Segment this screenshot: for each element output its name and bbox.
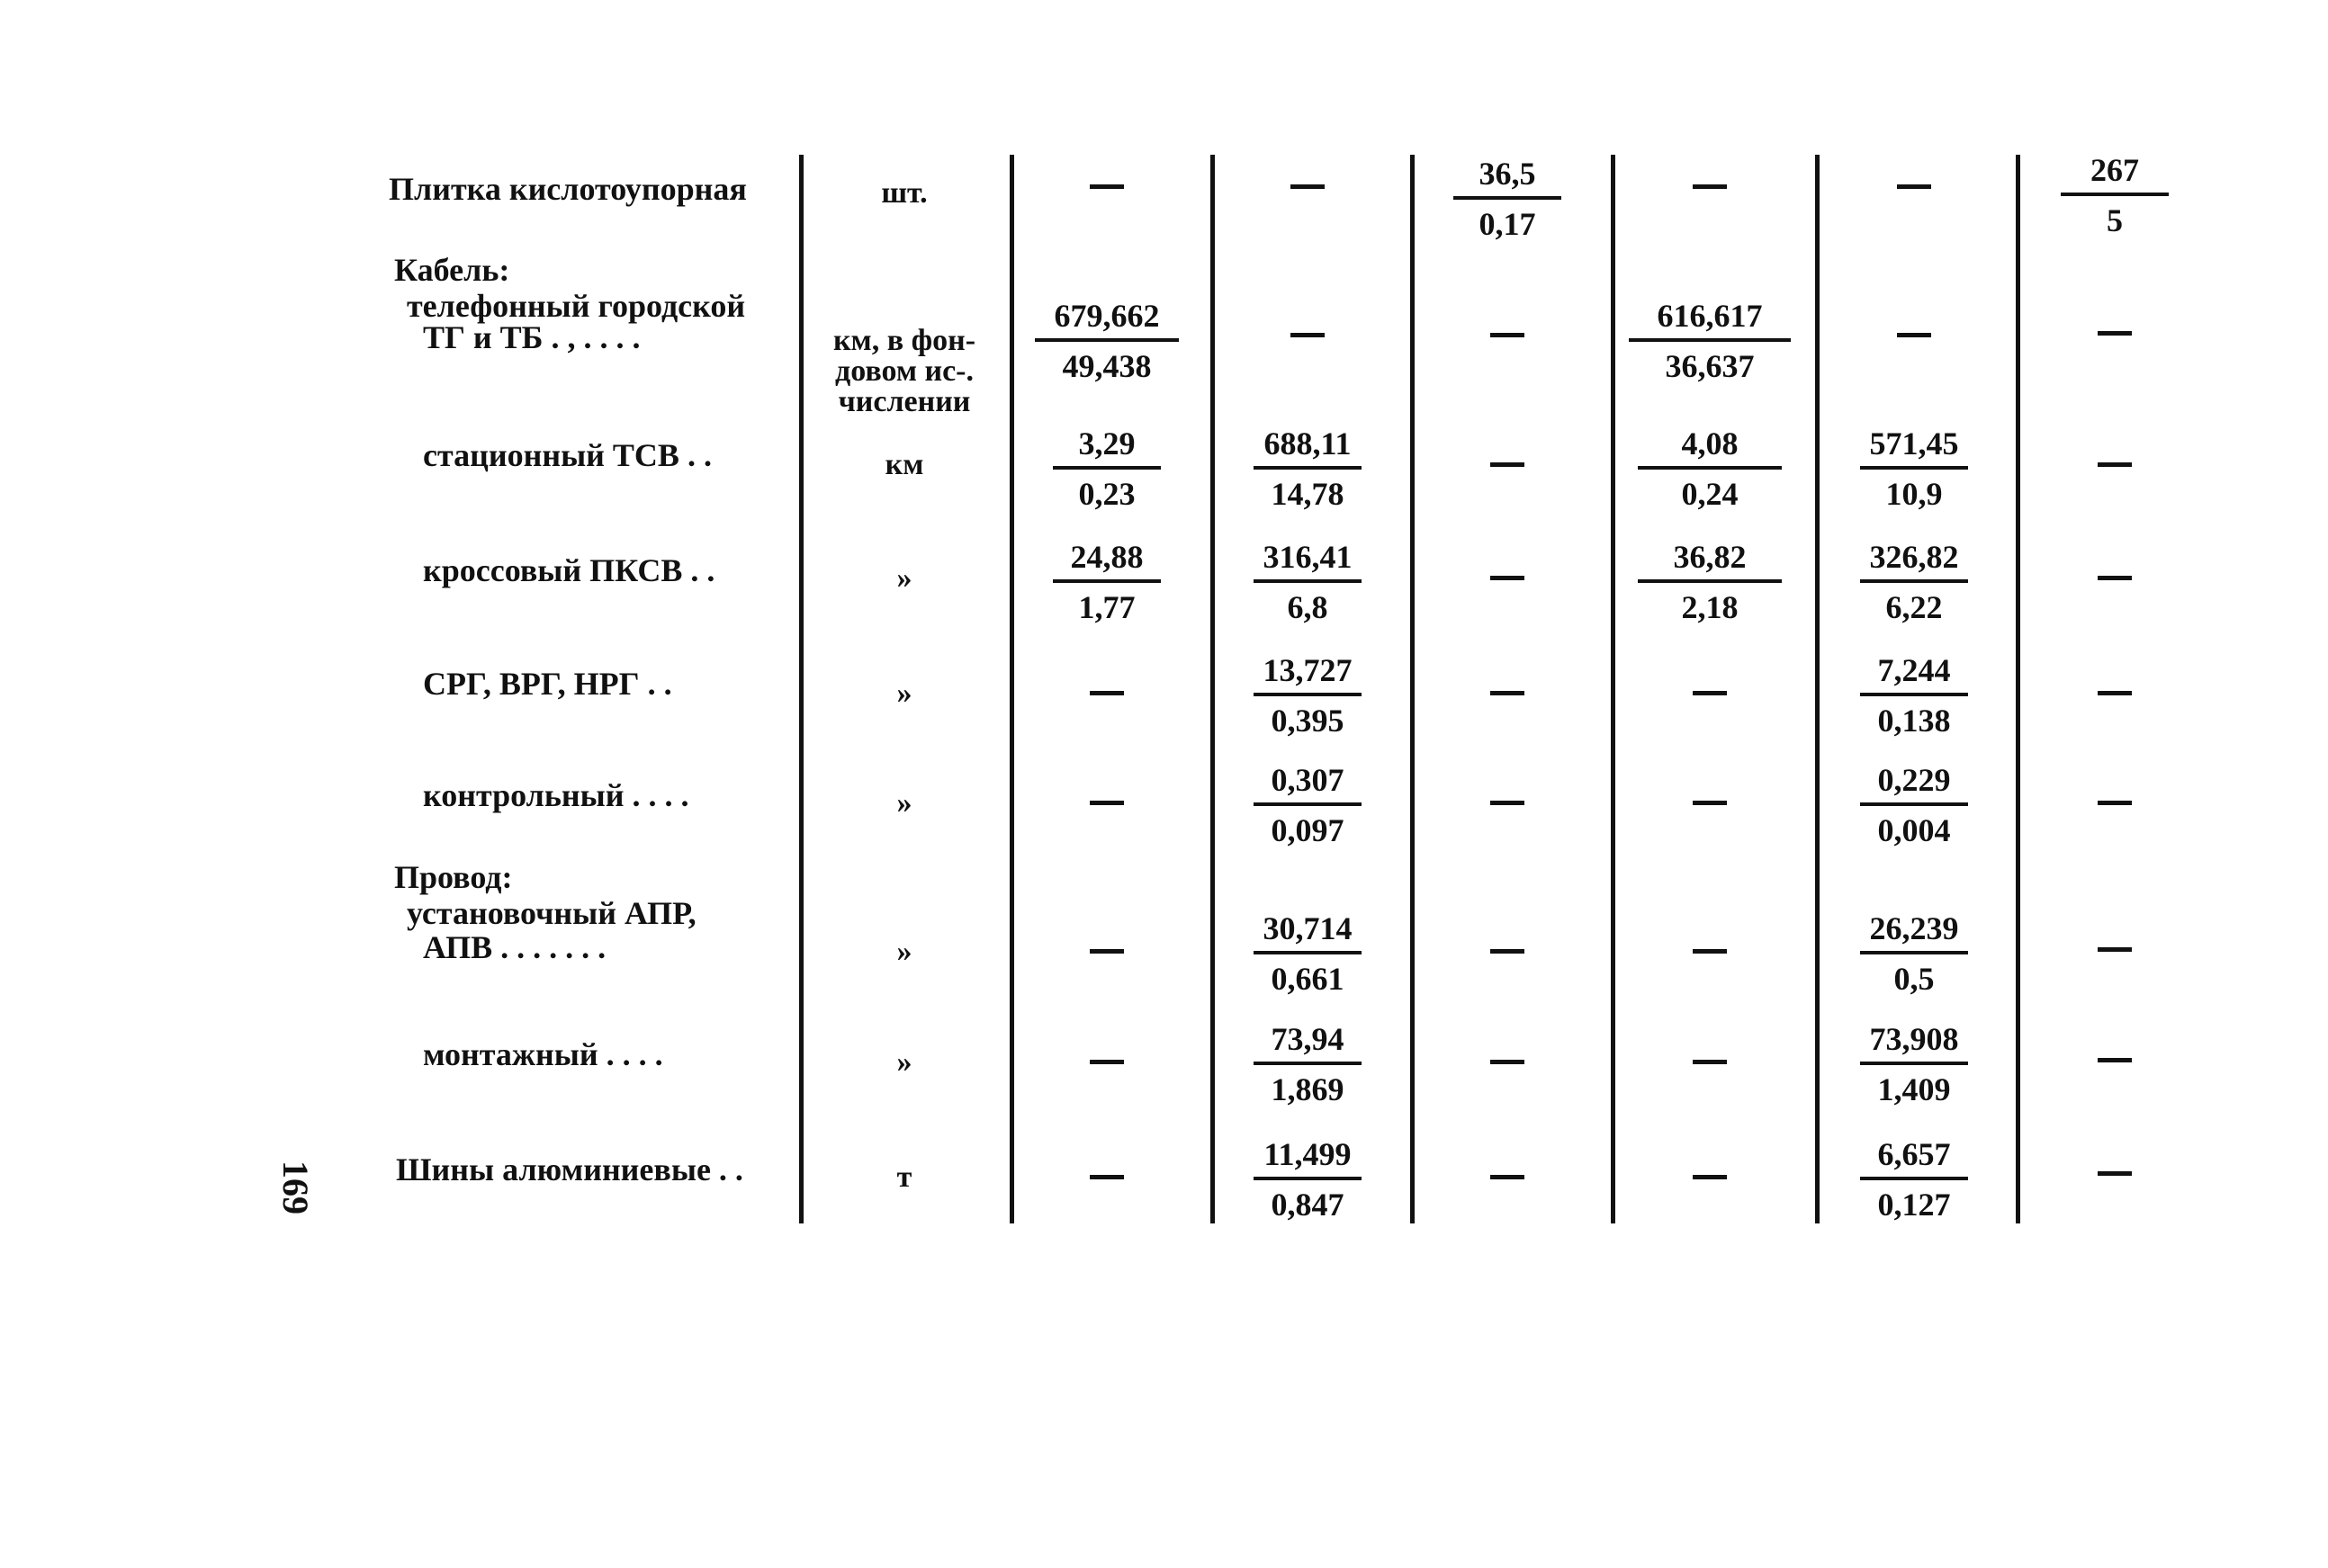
cell-fraction: 30,714 0,661 (1213, 909, 1402, 998)
cell-dash (1413, 333, 1602, 337)
cell-fraction: 616,617 36,637 (1615, 297, 1804, 385)
cell-dash (1413, 462, 1602, 467)
cell-dash (2020, 576, 2209, 580)
cell-fraction: 26,239 0,5 (1820, 909, 2009, 998)
cell-dash (1820, 184, 2009, 189)
cell-dash (1413, 801, 1602, 805)
cell-dash (1012, 184, 1201, 189)
cell-dash (1615, 691, 1804, 695)
cell-fraction: 571,45 10,9 (1820, 425, 2009, 513)
column-divider (2016, 155, 2020, 1223)
cell-fraction: 11,499 0,847 (1213, 1135, 1402, 1223)
cell-dash (2020, 801, 2209, 805)
cell-fraction: 0,307 0,097 (1213, 761, 1402, 849)
cell-fraction: 4,08 0,24 (1615, 425, 1804, 513)
row-unit: » (896, 676, 912, 710)
cell-dash (2020, 947, 2209, 952)
cell-dash (1413, 576, 1602, 580)
cell-fraction: 7,244 0,138 (1820, 651, 2009, 739)
cell-dash (2020, 1058, 2209, 1062)
row-label: ТГ и ТБ . , . . . . (423, 319, 641, 355)
section-heading: Провод: (394, 859, 513, 895)
cell-dash (1012, 949, 1201, 954)
row-label: стационный ТСВ . . (423, 437, 712, 473)
row-unit: довом ис-. (835, 354, 974, 388)
cell-fraction: 73,94 1,869 (1213, 1020, 1402, 1108)
cell-dash (2020, 691, 2209, 695)
cell-dash (2020, 462, 2209, 467)
row-unit: » (896, 935, 912, 968)
cell-fraction: 36,82 2,18 (1615, 538, 1804, 626)
row-label: АПВ . . . . . . . (423, 929, 607, 965)
cell-dash (2020, 1171, 2209, 1176)
row-label: Шины алюминиевые . . (396, 1151, 743, 1187)
row-label: кроссовый ПКСВ . . (423, 552, 715, 588)
cell-dash (1213, 333, 1402, 337)
cell-dash (1213, 184, 1402, 189)
row-label: монтажный . . . . (423, 1036, 663, 1072)
cell-dash (1012, 691, 1201, 695)
row-unit: » (896, 561, 912, 595)
row-label: контрольный . . . . (423, 777, 689, 813)
page-number: 169 (275, 1160, 316, 1214)
cell-dash (1413, 949, 1602, 954)
cell-dash (1615, 1175, 1804, 1179)
row-unit: » (896, 786, 912, 820)
cell-dash (1820, 333, 2009, 337)
cell-fraction: 688,11 14,78 (1213, 425, 1402, 513)
cell-dash (1615, 949, 1804, 954)
row-unit: км, в фон- (832, 324, 976, 357)
cell-dash (1413, 1060, 1602, 1064)
cell-dash (1615, 184, 1804, 189)
cell-fraction: 267 5 (2020, 151, 2209, 239)
cell-fraction: 0,229 0,004 (1820, 761, 2009, 849)
row-unit: числении (838, 385, 971, 418)
cell-fraction: 326,82 6,22 (1820, 538, 2009, 626)
cell-fraction: 679,662 49,438 (1012, 297, 1201, 385)
cell-fraction: 36,5 0,17 (1413, 155, 1602, 243)
cell-dash (1012, 801, 1201, 805)
cell-dash (1615, 1060, 1804, 1064)
row-label: Плитка кислотоупорная (389, 171, 747, 207)
cell-fraction: 6,657 0,127 (1820, 1135, 2009, 1223)
cell-dash (1615, 801, 1804, 805)
cell-dash (1012, 1175, 1201, 1179)
cell-dash (1413, 1175, 1602, 1179)
row-unit: » (896, 1045, 912, 1079)
cell-fraction: 73,908 1,409 (1820, 1020, 2009, 1108)
row-unit: т (896, 1160, 912, 1194)
row-unit: шт. (881, 176, 928, 210)
cell-dash (1413, 691, 1602, 695)
row-label: телефонный городской (407, 288, 746, 324)
cell-fraction: 13,727 0,395 (1213, 651, 1402, 739)
cell-dash (1012, 1060, 1201, 1064)
section-heading: Кабель: (394, 252, 510, 288)
row-label: СРГ, ВРГ, НРГ . . (423, 666, 672, 702)
cell-fraction: 316,41 6,8 (1213, 538, 1402, 626)
row-unit: км (885, 448, 924, 481)
cell-fraction: 3,29 0,23 (1012, 425, 1201, 513)
row-label: установочный АПР, (407, 895, 697, 931)
cell-fraction: 24,88 1,77 (1012, 538, 1201, 626)
cell-dash (2020, 331, 2209, 336)
